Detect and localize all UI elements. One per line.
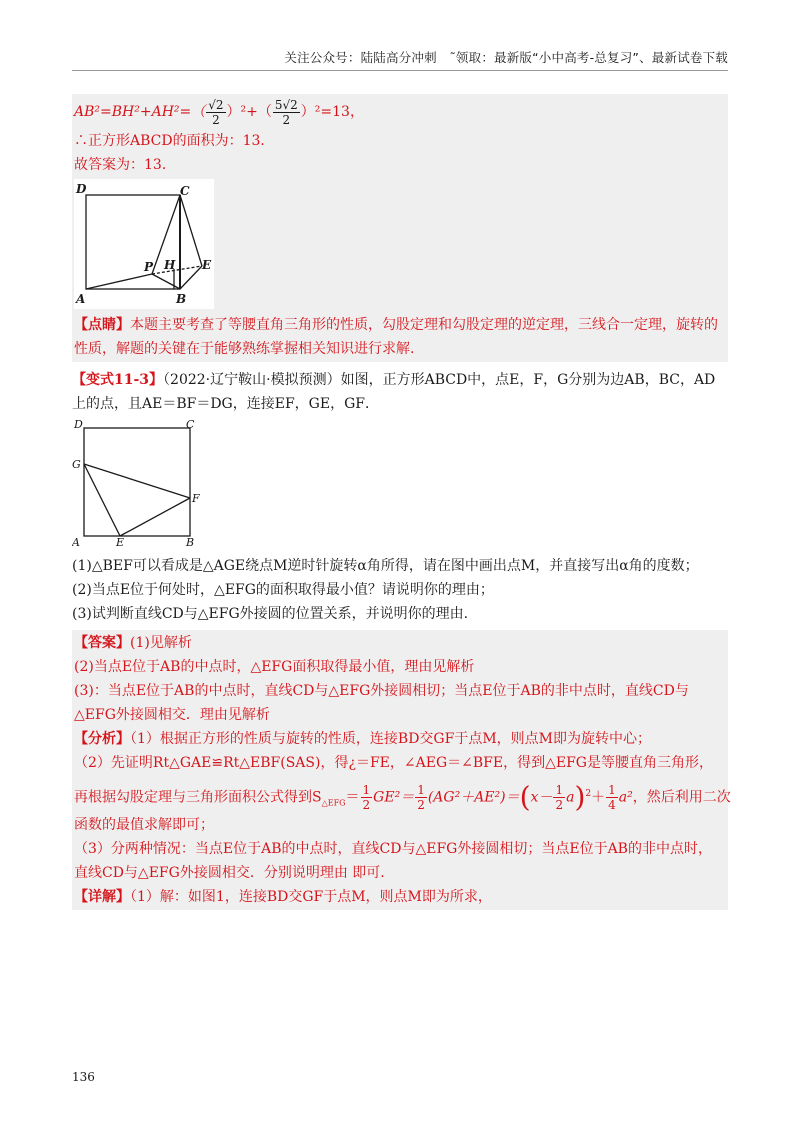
analysis-3-a2: a² <box>618 789 633 806</box>
area-line: ∴正方形ABCD的面积为：13． <box>74 133 275 149</box>
fraction-2-denominator: 2 <box>282 112 291 127</box>
analysis-3-a: a <box>566 789 575 806</box>
label-b-2: B <box>186 536 195 548</box>
detail-1 <box>74 885 726 909</box>
fraction-1-numerator: √2 <box>208 97 224 112</box>
analysis-tag: 【分析】 <box>74 731 130 747</box>
label-h: H <box>164 258 176 272</box>
analysis-3-pre: 再根据勾股定理与三角形面积公式得到S <box>74 789 322 806</box>
page-number: 136 <box>72 1070 95 1084</box>
segment-gf <box>84 464 190 498</box>
analysis-2: （2）先证明Rt△GAE≌Rt△EBF(SAS)，得¿＝FE，∠AEG＝∠BFE，得到△EFG是等腰直角三角形， <box>74 755 713 771</box>
fraction-quarter-numerator: 1 <box>608 783 616 798</box>
comment-tag: 【点睛】 <box>74 317 130 333</box>
detail-tag: 【详解】 <box>74 889 130 905</box>
answer-1 <box>74 631 726 655</box>
fraction-quarter <box>606 783 618 812</box>
analysis-3-x: x－ <box>530 789 553 806</box>
question-3: (3)试判断直线CD与△EFG外接圆的位置关系，并说明你的理由. <box>72 606 469 622</box>
segment-pe-dashed <box>152 266 202 274</box>
solution-block <box>72 94 728 362</box>
fraction-half-1 <box>361 783 373 812</box>
paren-close: ) <box>574 780 586 814</box>
problem-tag: 【变式11-3】 <box>72 372 164 388</box>
label-f: F <box>192 492 200 505</box>
formula-lhs: AB²=BH²+AH²=（ <box>74 104 206 120</box>
fraction-1-denominator: 2 <box>212 112 220 127</box>
square-superscript: 2 <box>585 789 592 799</box>
fraction-half-1-numerator: 1 <box>362 783 371 798</box>
answer-tag: 【答案】 <box>74 635 130 651</box>
problem-text-1: 如图，正方形ABCD中，点E，F，G分别为边AB，BC，AD <box>340 372 716 388</box>
answer-block <box>72 630 731 910</box>
figure-square-efg <box>72 420 212 548</box>
fraction-half-1-denominator: 2 <box>362 798 371 813</box>
header-rule <box>72 70 728 71</box>
analysis-3-post: ，然后利用二次 <box>632 789 731 806</box>
analysis-3-ge: GE²＝ <box>373 789 415 806</box>
segment-ce <box>180 195 202 266</box>
label-b: B <box>176 292 187 306</box>
analysis-4: 函数的最值求解即可； <box>74 817 214 833</box>
fraction-half-2-denominator: 2 <box>417 798 425 813</box>
answer-3-line-2: △EFG外接圆相交．理由见解析 <box>74 707 270 723</box>
answer-2: (2)当点E位于AB的中点时，△EFG面积取得最小值，理由见解析 <box>74 659 475 675</box>
area-subscript: △EFG <box>321 798 346 808</box>
problem-line-2: 上的点，且AE＝BF＝DG，连接EF，GE，GF． <box>72 396 379 412</box>
fraction-2-numerator: 5√2 <box>274 97 298 112</box>
problem-line-1 <box>72 368 728 392</box>
paren-open: ( <box>519 780 531 814</box>
formula-end: ）²=13， <box>300 104 364 120</box>
pythagorean-formula <box>74 95 726 129</box>
segment-ef <box>120 498 190 536</box>
question-1: (1)△BEF可以看成是△AGE绕点M逆时针旋转α角所得，请在图中画出点M，并直接写出α角的度数； <box>72 558 699 574</box>
answer-3-line-1: (3)：当点E位于AB的中点时，直线CD与△EFG外接圆相切；当点E位于AB的非中点时，直线CD与 <box>74 683 689 699</box>
formula-mid: ）²+（ <box>226 104 272 120</box>
fraction-half-3-numerator: 1 <box>555 783 564 798</box>
analysis-1 <box>74 727 726 751</box>
page-header: 关注公众号：陆陆高分冲刺 ˜领取：最新版“小中高考-总复习”、最新试卷下载 <box>284 50 728 65</box>
label-e-2: E <box>116 536 125 548</box>
fraction-half-3-denominator: 2 <box>555 798 564 813</box>
question-2: (2)当点E位于何处时，△EFG的面积取得最小值？请说明你的理由； <box>72 582 494 598</box>
comment-text-1: 本题主要考查了等腰直角三角形的性质，勾股定理和勾股定理的逆定理，三线合一定理，旋转的 <box>130 317 718 333</box>
label-a-2: A <box>72 536 80 548</box>
label-c: C <box>180 184 190 198</box>
analysis-3-eq: ＝ <box>345 789 360 806</box>
label-d: D <box>76 182 87 196</box>
page-content <box>72 94 731 910</box>
label-g: G <box>72 458 81 471</box>
analysis-6: 直线CD与△EFG外接圆相交．分别说明理由 即可. <box>74 865 385 881</box>
label-c-2: C <box>186 420 195 431</box>
fraction-half-3 <box>553 783 565 812</box>
fraction-half-2 <box>415 783 427 812</box>
segment-ge <box>84 464 120 536</box>
label-a: A <box>76 292 86 306</box>
analysis-3-sum: (AG²＋AE²)＝ <box>427 789 520 806</box>
label-e: E <box>202 258 212 272</box>
problem-source: （2022·辽宁鞍山·模拟预测） <box>163 372 341 388</box>
square-abcd <box>86 195 180 289</box>
analysis-5: （3）分两种情况：当点E位于AB的中点时，直线CD与△EFG外接圆相切；当点E位于AB的非中点时， <box>74 841 712 857</box>
label-d-2: D <box>74 420 83 431</box>
figure-square-rotation <box>74 179 214 309</box>
fraction-2 <box>273 98 300 127</box>
answer-line: 故答案为：13． <box>74 157 176 173</box>
fraction-1 <box>206 98 225 127</box>
analysis-3-plus: ＋ <box>591 789 606 806</box>
fraction-quarter-denominator: 4 <box>608 798 616 813</box>
analysis-3 <box>74 775 731 814</box>
answer-text-1: (1)见解析 <box>130 635 192 651</box>
fraction-half-2-numerator: 1 <box>417 783 425 798</box>
comment-line-2: 性质，解题的关键在于能够熟练掌握相关知识进行求解. <box>74 341 415 357</box>
label-p: P <box>144 260 154 274</box>
analysis-text-1: （1）根据正方形的性质与旋转的性质，连接BD交GF于点M，则点M即为旋转中心； <box>130 731 651 747</box>
square-abcd-2 <box>84 428 190 536</box>
detail-text: （1）解：如图1，连接BD交GF于点M，则点M即为所求， <box>130 889 492 905</box>
segment-ap <box>86 274 152 289</box>
segment-pb <box>152 274 180 289</box>
comment-line-1 <box>74 313 726 337</box>
